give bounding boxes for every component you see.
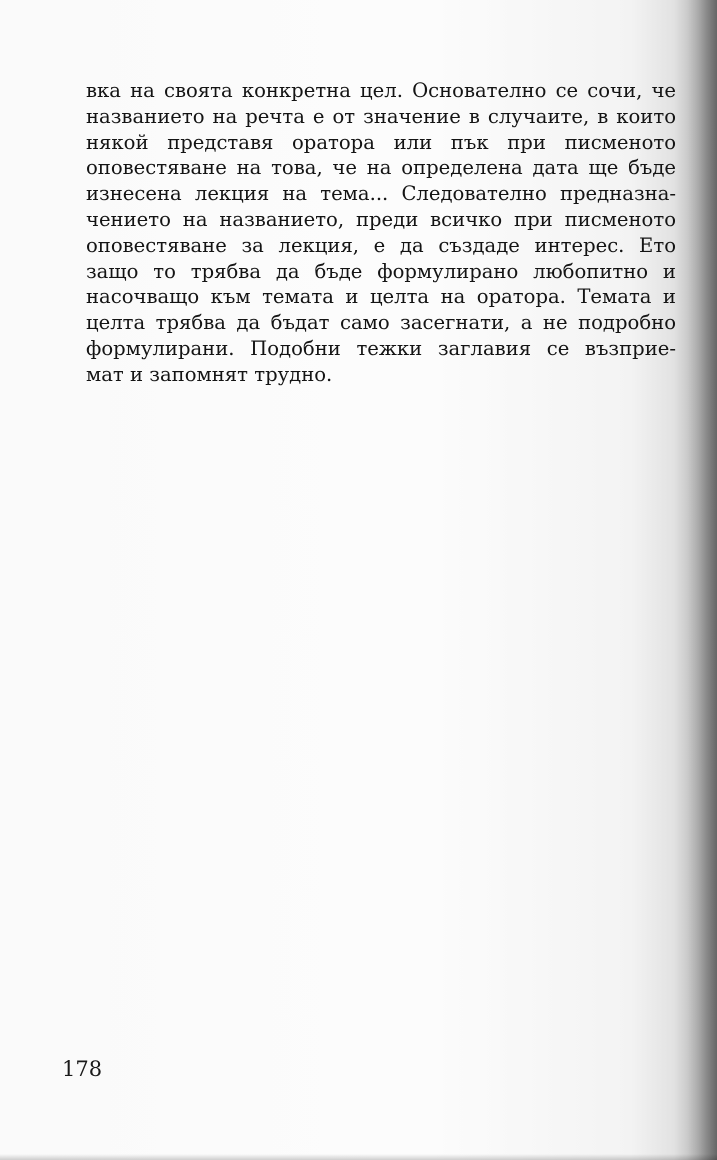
- text-line: вка на своята конкретна цел. Основателно се сочи, че: [86, 79, 676, 102]
- text-line: названието на речта е от значение в случаите, в които: [86, 104, 676, 128]
- text-line: мат и запомнят трудно.: [86, 362, 333, 386]
- body-paragraph: [86, 78, 676, 388]
- binding-shadow: [687, 0, 717, 1160]
- text-line: насочващо към темата и целта на оратора. Темата и: [86, 285, 676, 309]
- text-line: формулирани. Подобни тежки заглавия се възприе-: [86, 336, 676, 360]
- text-line: оповестяване на това, че на определена дата ще бъде: [86, 156, 676, 180]
- page-bottom-edge: [0, 1154, 717, 1160]
- text-line: чението на названието, преди всичко при писменото: [86, 207, 676, 231]
- text-line: изнесена лекция на тема... Следователно предназна-: [86, 182, 676, 206]
- text-line: целта трябва да бъдат само засегнати, а не подробно: [86, 311, 676, 335]
- page-number: 178: [62, 1057, 103, 1081]
- text-line: защо то трябва да бъде формулирано любопитно и: [86, 259, 676, 283]
- text-line: оповестяване за лекция, е да създаде интерес. Ето: [86, 233, 676, 257]
- text-line: някой представя оратора или пък при писменото: [86, 130, 676, 154]
